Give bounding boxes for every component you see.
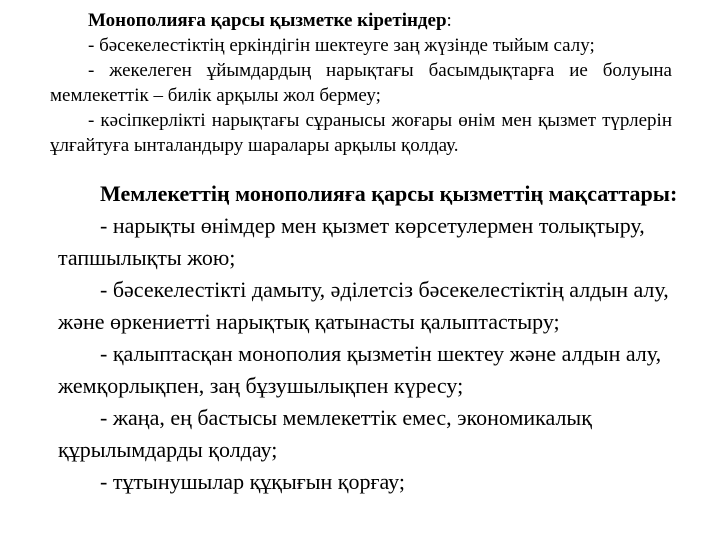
section2-heading: Мемлекеттің монополияға қарсы қызметтің мақсаттары: [100,181,678,206]
section1-title-colon: : [446,10,452,31]
section2-item: - тұтынушылар құқығын қорғау; [100,469,405,494]
section2-item: - нарықты өнімдер мен қызмет көрсетулермен толықтыру, тапшылықты жою; [58,213,645,270]
section1-title-line [50,8,672,33]
section1-item: - жекелеген ұйымдардың нарықтағы басымдықтарға ие болуына мемлекеттік – билік арқылы жол бермеу; [50,60,672,106]
section2-item: - қалыптасқан монополия қызметін шектеу және алдын алу, жемқорлықпен, заң бұзушылықпен күресу; [58,341,662,398]
section2-item: - бәсекелестікті дамыту, әділетсіз бәсекелестіктің алдын алу, және өркениетті нарықтық қатынасты қалыптастыру; [58,277,669,334]
antimonopoly-goals-section [58,178,708,498]
antimonopoly-activities-section [50,8,672,158]
section1-title: Монополияға қарсы қызметке кіретіндер [88,10,447,31]
section2-item: - жаңа, ең бастысы мемлекеттік емес, экономикалық құрылымдарды қолдау; [58,405,592,462]
section1-item: - бәсекелестіктің еркіндігін шектеуге заң жүзінде тыйым салу; [88,35,595,56]
section1-item: - кәсіпкерлікті нарықтағы сұранысы жоғары өнім мен қызмет түрлерін ұлғайтуға ынталандыру шаралары арқылы қолдау. [50,110,672,156]
